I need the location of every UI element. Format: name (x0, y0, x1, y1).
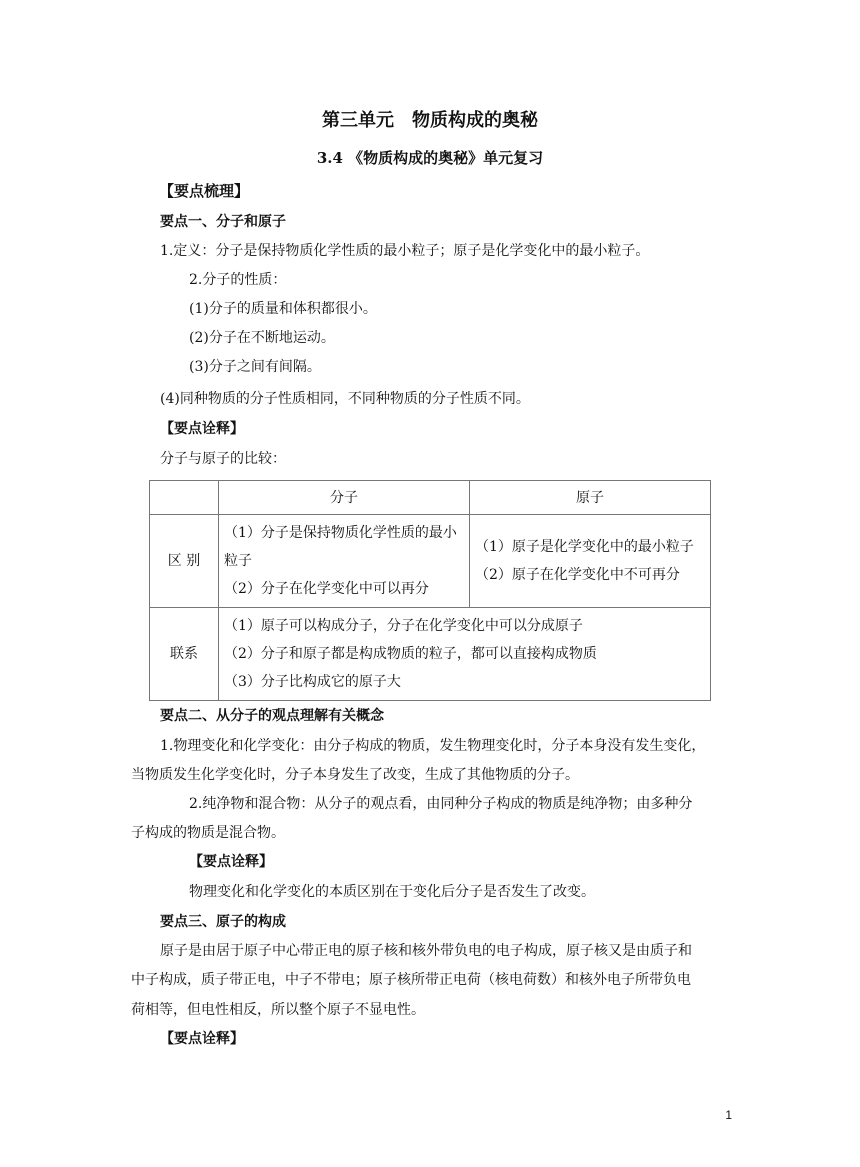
row-label-relation: 联系 (150, 608, 219, 701)
document-title: 第三单元 物质构成的奥秘 (322, 110, 538, 131)
point2-p1-line2: 当物质发生化学变化时，分子本身发生了改变，生成了其他物质的分子。 (131, 767, 579, 783)
point1-definition: 1.定义：分子是保持物质化学性质的最小粒子；原子是化学变化中的最小粒子。 (160, 243, 650, 259)
relation-2: （2）分子和原子都是构成物质的粒子，都可以直接构成物质 (224, 646, 597, 662)
difference-atom-2: （2）原子在化学变化中不可再分 (475, 567, 680, 583)
point1-property-1: (1)分子的质量和体积都很小。 (189, 301, 377, 317)
point3-line3: 荷相等，但电性相反，所以整个原子不显电性。 (131, 1002, 425, 1018)
page-number: 1 (725, 1108, 732, 1122)
point2-heading: 要点二、从分子的观点理解有关概念 (160, 708, 384, 724)
relation-3: （3）分子比构成它的原子大 (224, 674, 401, 690)
header-molecule: 分子 (219, 481, 470, 515)
point1-property-4: (4)同种物质的分子性质相同，不同种物质的分子性质不同。 (160, 391, 530, 407)
difference-molecule-1b: 粒子 (224, 553, 252, 569)
difference-molecule-2: （2）分子在化学变化中可以再分 (224, 581, 429, 597)
point3-line1: 原子是由居于原子中心带正电的原子核和核外带负电的电子构成，原子核又是由质子和 (160, 943, 692, 959)
relation-1: （1）原子可以构成分子，分子在化学变化中可以分成原子 (224, 618, 583, 634)
point2-p1-line1: 1.物理变化和化学变化：由分子构成的物质，发生物理变化时，分子本身没有发生变化， (160, 738, 706, 754)
difference-molecule-1a: （1）分子是保持物质化学性质的最小 (224, 525, 457, 541)
point1-property-2: (2)分子在不断地运动。 (189, 330, 335, 346)
point3-heading: 要点三、原子的构成 (160, 914, 286, 930)
point1-note-intro: 分子与原子的比较： (160, 451, 286, 467)
point3-line2: 中子构成，质子带正电，中子不带电；原子核所带正电荷（核电荷数）和核外电子所带负电 (131, 972, 691, 988)
header-atom: 原子 (470, 481, 711, 515)
comparison-table (149, 480, 711, 701)
point1-properties-heading: 2.分子的性质： (189, 272, 287, 288)
point2-p2-line2: 子构成的物质是混合物。 (131, 825, 285, 841)
table-corner-cell (150, 481, 219, 515)
point2-note-text: 物理变化和化学变化的本质区别在于变化后分子是否发生了改变。 (189, 884, 595, 900)
document-subtitle: 3.4 《物质构成的奥秘》单元复习 (316, 149, 544, 167)
table-header-row (150, 481, 711, 515)
point2-p2-line1: 2.纯净物和混合物：从分子的观点看，由同种分子构成的物质是纯净物；由多种分 (189, 796, 693, 812)
difference-atom-cell (470, 515, 711, 608)
point2-note-heading: 【要点诠释】 (189, 854, 273, 870)
row-label-difference: 区 别 (150, 515, 219, 608)
point1-note-heading: 【要点诠释】 (160, 421, 244, 437)
point1-heading: 要点一、分子和原子 (160, 214, 286, 230)
difference-molecule-cell (219, 515, 470, 608)
table-row-relation (150, 608, 711, 701)
point1-property-3: (3)分子之间有间隔。 (189, 359, 321, 375)
point3-note-heading: 【要点诠释】 (160, 1031, 244, 1047)
relation-cell (219, 608, 711, 701)
difference-atom-1: （1）原子是化学变化中的最小粒子 (475, 539, 694, 555)
table-row-difference (150, 515, 711, 608)
section-header: 【要点梳理】 (159, 182, 250, 200)
